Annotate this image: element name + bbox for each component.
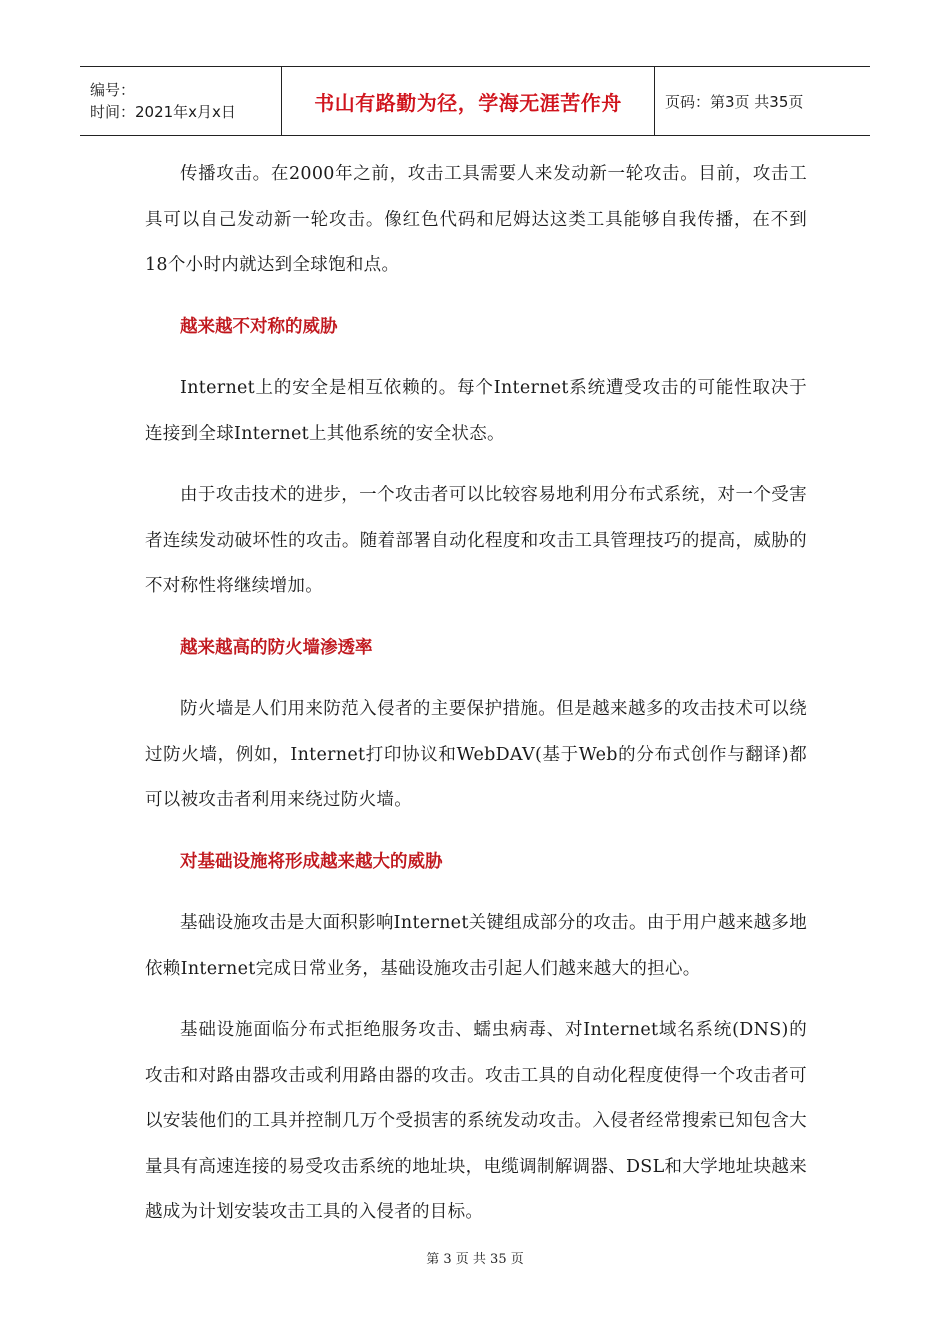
header-page-info: 页码：第3页 共35页 xyxy=(665,92,804,111)
document-body xyxy=(145,152,807,1236)
paragraph: 防火墙是人们用来防范入侵者的主要保护措施。但是越来越多的攻击技术可以绕过防火墙，例如，Internet打印协议和WebDAV(基于Web的分布式创作与翻译)都可以被攻击者利用来绕过防火墙。 xyxy=(145,699,807,810)
section-heading: 对基础设施将形成越来越大的威胁 xyxy=(180,851,443,872)
paragraph: 基础设施面临分布式拒绝服务攻击、蠕虫病毒、对Internet域名系统(DNS)的攻击和对路由器攻击或利用路由器的攻击。攻击工具的自动化程度使得一个攻击者可以安装他们的工具并控制几万个受损害的系统发动攻击。入侵者经常搜索已知包含大量具有高速连接的易受攻击系统的地址块，电缆调制解调器、DSL和大学地址块越来越成为计划安装攻击工具的入侵者的目标。 xyxy=(145,1020,807,1222)
section-heading: 越来越高的防火墙渗透率 xyxy=(180,637,373,658)
paragraph: 基础设施攻击是大面积影响Internet关键组成部分的攻击。由于用户越来越多地依赖Internet完成日常业务，基础设施攻击引起人们越来越大的担心。 xyxy=(145,913,807,979)
section-heading: 越来越不对称的威胁 xyxy=(180,316,338,337)
header-motto: 书山有路勤为径，学海无涯苦作舟 xyxy=(282,67,655,135)
page-footer: 第 3 页 共 35 页 xyxy=(426,1252,524,1267)
serial-label: 编号： xyxy=(90,81,136,99)
paragraph: 由于攻击技术的进步，一个攻击者可以比较容易地利用分布式系统，对一个受害者连续发动破坏性的攻击。随着部署自动化程度和攻击工具管理技巧的提高，威胁的不对称性将继续增加。 xyxy=(145,485,807,596)
paragraph: Internet上的安全是相互依赖的。每个Internet系统遭受攻击的可能性取决于连接到全球Internet上其他系统的安全状态。 xyxy=(145,378,807,444)
paragraph: 传播攻击。在2000年之前，攻击工具需要人来发动新一轮攻击。目前，攻击工具可以自己发动新一轮攻击。像红色代码和尼姆达这类工具能够自我传播，在不到18个小时内就达到全球饱和点。 xyxy=(145,164,807,275)
page-header xyxy=(80,66,870,136)
header-meta xyxy=(80,67,282,135)
time-label: 时间：2021年x月x日 xyxy=(90,103,236,121)
